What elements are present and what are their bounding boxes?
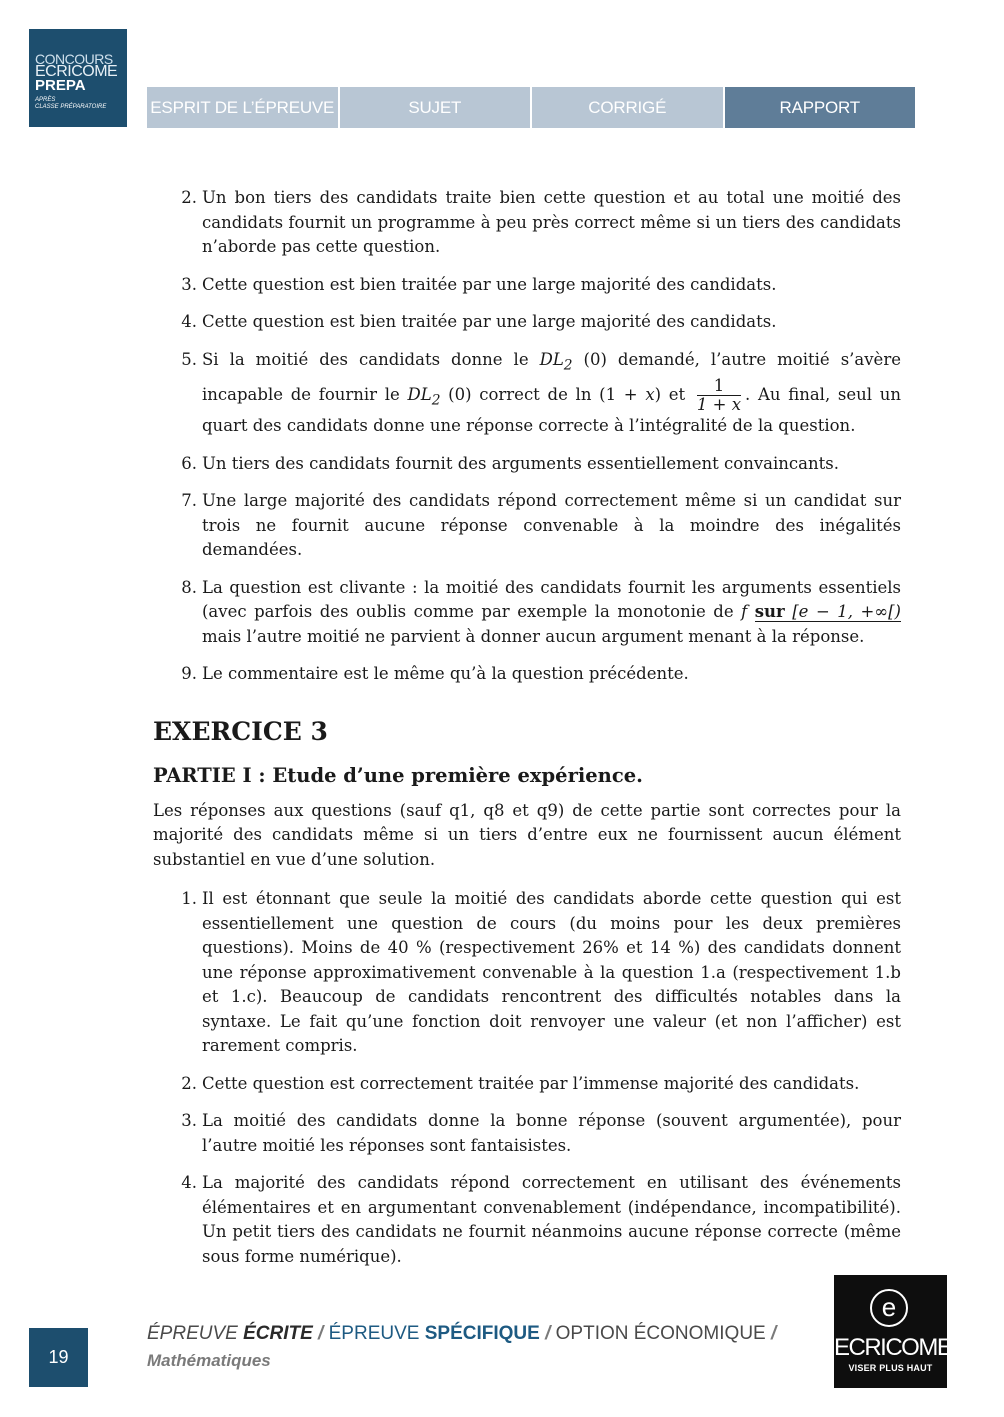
item-number: 7. <box>181 491 197 511</box>
item-text: mais l’autre moitié ne parvient à donner aucun argument menant à la réponse. <box>202 626 865 646</box>
report-content <box>153 186 901 1282</box>
exam-description: ÉPREUVE ÉCRITE / ÉPREUVE SPÉCIFIQUE / OPTION ÉCONOMIQUE / <box>147 1323 777 1344</box>
fraction-numerator: 1 <box>697 377 741 396</box>
item-number: 4. <box>181 312 197 331</box>
item-number: 3. <box>181 274 197 294</box>
tab-sujet[interactable]: SUJET <box>340 87 531 128</box>
fraction <box>697 377 741 414</box>
logo-line-ecricome: ECRICOME <box>35 63 118 80</box>
item-number: 2. <box>181 188 197 207</box>
list-item <box>153 273 901 298</box>
item-text: Cette question est correctement traitée par l’immense majorité des candidats. <box>202 1073 860 1093</box>
item-number: 4. <box>181 1173 197 1193</box>
fraction-denominator: 1 + x <box>696 395 742 415</box>
list-item <box>153 1171 901 1269</box>
list-item <box>153 452 901 477</box>
item-number: 2. <box>181 1073 197 1093</box>
brand-tagline: VISER PLUS HAUT <box>848 1363 933 1373</box>
item-text: Cette question est bien traitée par une large majorité des candidats. <box>202 312 777 331</box>
exercise-comments-list <box>153 887 901 1269</box>
item-text: Il est étonnant que seule la moitié des candidats aborde cette question qui est essentiellement une question de cours (du moins pour les deux premières questions). Moins de 40 % (respectivement 26% et 14 %) des candidats donnent une réponse approximativement convenable à la question 1.a (respectivement 1.b et 1.c). Beaucoup de candidats rencontrent des difficultés notables dans la syntaxe. Le fait qu’une fonction doit renvoyer une valeur (et non l’afficher) est rarement compris. <box>202 889 901 1056</box>
page-number: 19 <box>29 1328 88 1387</box>
list-item <box>153 348 901 439</box>
math-dl: $DL_2$ <box>539 349 573 373</box>
section-tabs <box>147 87 915 128</box>
item-text: . Au final, seul un quart des candidats donne une réponse correcte à l’intégralité de la question. <box>202 385 901 436</box>
item-text: (0) demandé, l’autre moitié s’avère incapable de fournir le <box>202 349 901 405</box>
tab-esprit[interactable]: ESPRIT DE L’ÉPREUVE <box>147 87 338 128</box>
item-text: Un bon tiers des candidats traite bien cette question et au total une moitié des candidats fournit un programme à peu près correct même si un tiers des candidats n’aborde pas cette question. <box>202 188 901 256</box>
item-text: Si la moitié des candidats donne le <box>202 349 540 369</box>
item-number: 3. <box>181 1111 197 1131</box>
list-item <box>153 186 901 260</box>
item-number: 5. <box>181 349 197 369</box>
item-text: (0) correct de ln (1 + <box>440 385 646 405</box>
item-text: La moitié des candidats donne la bonne réponse (souvent argumentée), pour l’autre moitié les réponses sont fantaisistes. <box>202 1111 901 1155</box>
underlined-interval: sur [e − 1, +∞[) <box>754 602 901 622</box>
logo-line-apres: APRÈS CLASSE PRÉPARATOIRE <box>35 97 107 110</box>
list-item <box>153 1109 901 1158</box>
ecricome-brand-logo <box>834 1275 952 1388</box>
item-text: Une large majorité des candidats répond correctement même si un candidat sur trois ne fournit aucune réponse convenable à la moindre des inégalités demandées. <box>202 491 901 560</box>
logo-line-prepa: PREPA <box>35 77 86 94</box>
item-number: 8. <box>181 577 197 597</box>
e-circle-icon: e <box>870 1289 908 1327</box>
part-intro: Les réponses aux questions (sauf q1, q8 et q9) de cette partie sont correctes pour la majorité des candidats même si un tiers d’entre eux ne fournissent aucun élément substantiel en vue d’une solution. <box>153 800 901 869</box>
tab-rapport[interactable]: RAPPORT <box>725 87 916 128</box>
exercise-title: EXERCICE 3 <box>153 716 328 746</box>
item-text: Cette question est bien traitée par une large majorité des candidats. <box>202 274 777 294</box>
math-dl: $DL_2$ <box>407 385 441 409</box>
item-text: ) et <box>654 385 693 405</box>
list-item <box>153 576 901 650</box>
list-item <box>153 662 901 687</box>
item-text: Le commentaire est le même qu’à la question précédente. <box>202 664 689 684</box>
math-f: f <box>741 602 748 622</box>
question-comments-list <box>153 186 901 687</box>
list-item <box>153 310 901 335</box>
item-text: La question est clivante : la moitié des candidats fournit les arguments essentiels (avec parfois des oublis comme par exemple la monotonie de <box>202 577 901 622</box>
brand-name: ECRICOME <box>834 1334 952 1361</box>
item-text: La majorité des candidats répond correctement en utilisant des événements élémentaires et en argumentant convenablement (indépendance, incompatibilité). Un petit tiers des candidats ne fournit néanmoins aucune réponse correcte (même sous forme numérique). <box>202 1173 901 1266</box>
concours-logo <box>29 29 127 127</box>
tab-corrige[interactable]: CORRIGÉ <box>532 87 723 128</box>
item-text: Un tiers des candidats fournit des arguments essentiellement convaincants. <box>202 453 839 473</box>
list-item <box>153 489 901 563</box>
subject-name: Mathématiques <box>147 1351 271 1370</box>
part-title: PARTIE I : Etude d’une première expérience. <box>153 763 643 787</box>
math-x: x <box>645 385 655 405</box>
logo-line-concours: CONCOURS <box>35 51 113 67</box>
item-number: 9. <box>181 664 197 684</box>
list-item <box>153 1072 901 1097</box>
item-number: 6. <box>181 453 197 473</box>
list-item <box>153 887 901 1059</box>
item-number: 1. <box>181 889 197 909</box>
